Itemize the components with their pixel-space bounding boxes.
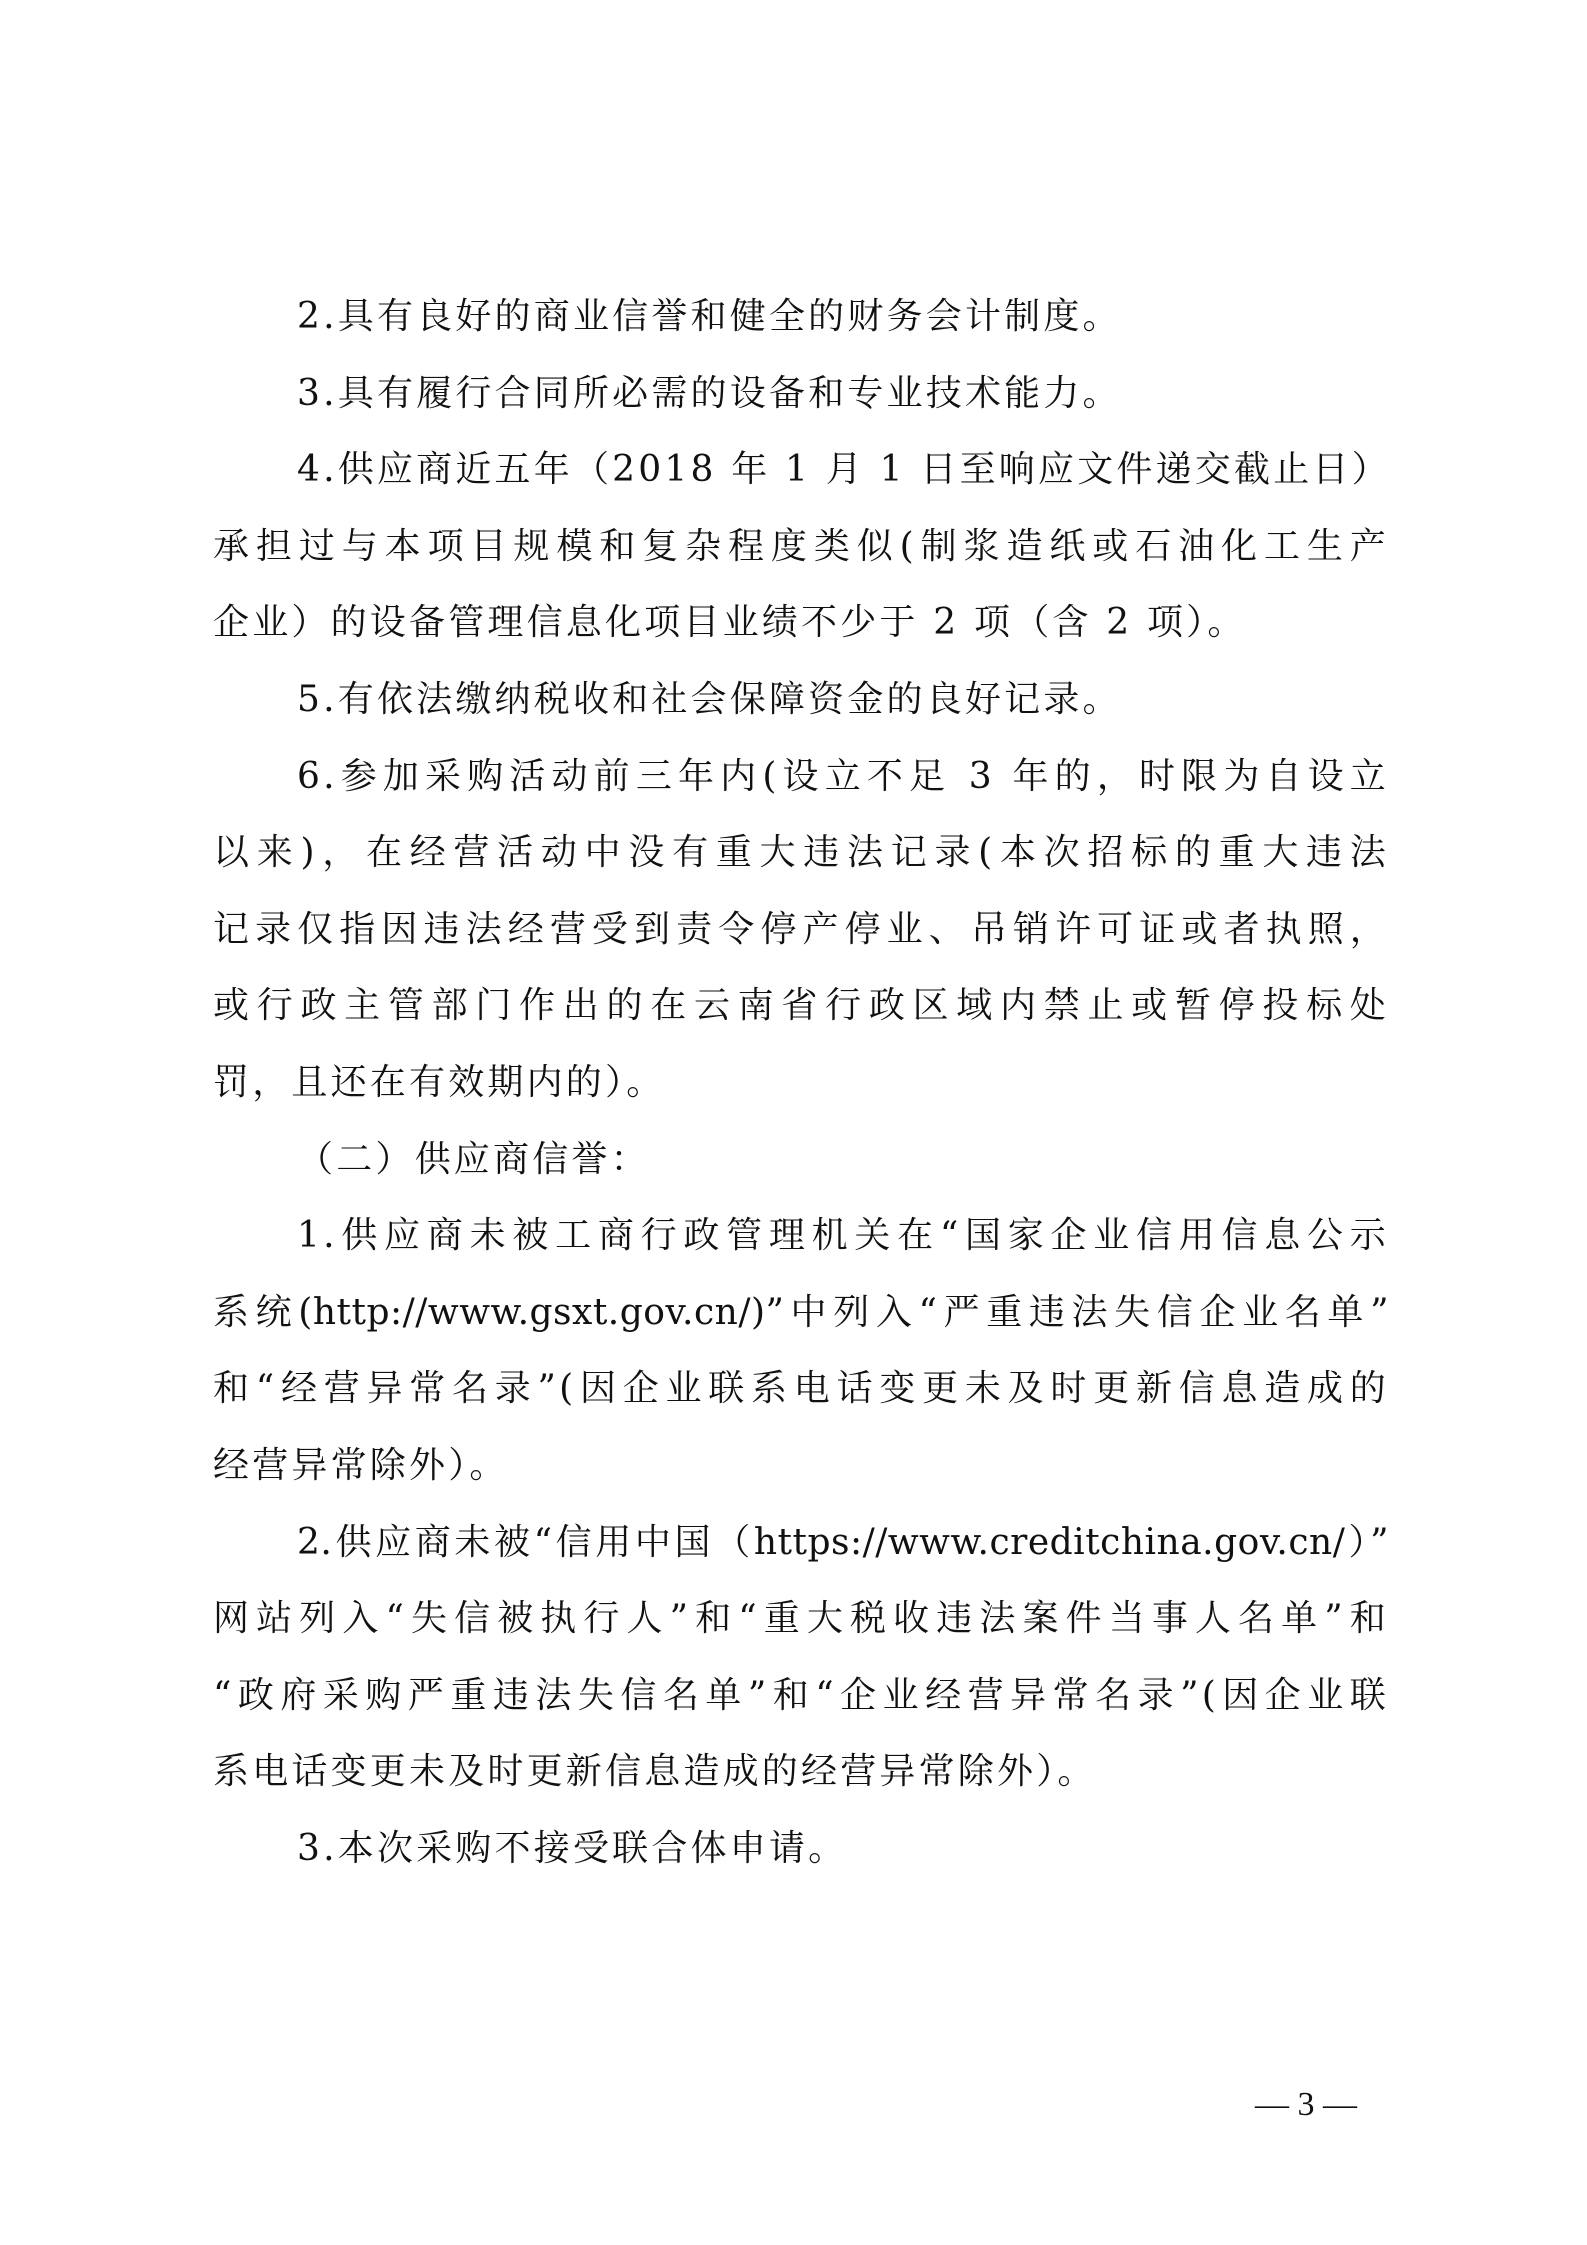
paragraph-line: 系统(http://www.gsxt.gov.cn/)”中列入“严重违法失信企业名单” <box>213 1291 1389 1333</box>
document-body <box>213 287 1389 1895</box>
section-heading: （二）供应商信誉： <box>297 1138 650 1180</box>
paragraph-line: 和“经营异常名录”(因企业联系电话变更未及时更新信息造成的 <box>213 1368 1389 1410</box>
paragraph-line: 以来)，在经营活动中没有重大违法记录(本次招标的重大违法 <box>213 832 1389 874</box>
paragraph-line: 1.供应商未被工商行政管理机关在“国家企业信用信息公示 <box>297 1215 1389 1257</box>
paragraph-line: “政府采购严重违法失信名单”和“企业经营异常名录”(因企业联 <box>213 1674 1389 1716</box>
paragraph-line: 2.供应商未被“信用中国（https://www.creditchina.gov.cn/）” <box>297 1521 1389 1563</box>
paragraph-line: 记录仅指因违法经营受到责令停产停业、吊销许可证或者执照， <box>213 908 1389 950</box>
paragraph-line: 6.参加采购活动前三年内(设立不足 3 年的，时限为自设立 <box>297 755 1389 797</box>
paragraph-line: 5.有依法缴纳税收和社会保障资金的良好记录。 <box>297 678 1122 720</box>
paragraph-line: 系电话变更未及时更新信息造成的经营异常除外）。 <box>213 1751 1097 1793</box>
paragraph-line: 或行政主管部门作出的在云南省行政区域内禁止或暂停投标处 <box>213 985 1389 1027</box>
paragraph-line: 罚，且还在有效期内的）。 <box>213 1061 666 1103</box>
paragraph-line: 2.具有良好的商业信誉和健全的财务会计制度。 <box>297 296 1122 337</box>
paragraph-line: 4.供应商近五年（2018 年 1 月 1 日至响应文件递交截止日） <box>297 449 1391 491</box>
page-number: — 3 — <box>1255 2086 1357 2123</box>
paragraph-line: 承担过与本项目规模和复杂程度类似(制浆造纸或石油化工生产 <box>213 525 1389 567</box>
paragraph-line: 经营异常除外）。 <box>213 1444 509 1486</box>
paragraph-line: 3.本次采购不接受联合体申请。 <box>297 1827 848 1869</box>
paragraph-line: 3.具有履行合同所必需的设备和专业技术能力。 <box>297 372 1122 414</box>
paragraph-line: 网站列入“失信被执行人”和“重大税收违法案件当事人名单”和 <box>213 1598 1389 1640</box>
paragraph-line: 企业）的设备管理信息化项目业绩不少于 2 项（含 2 项）。 <box>213 602 1247 644</box>
